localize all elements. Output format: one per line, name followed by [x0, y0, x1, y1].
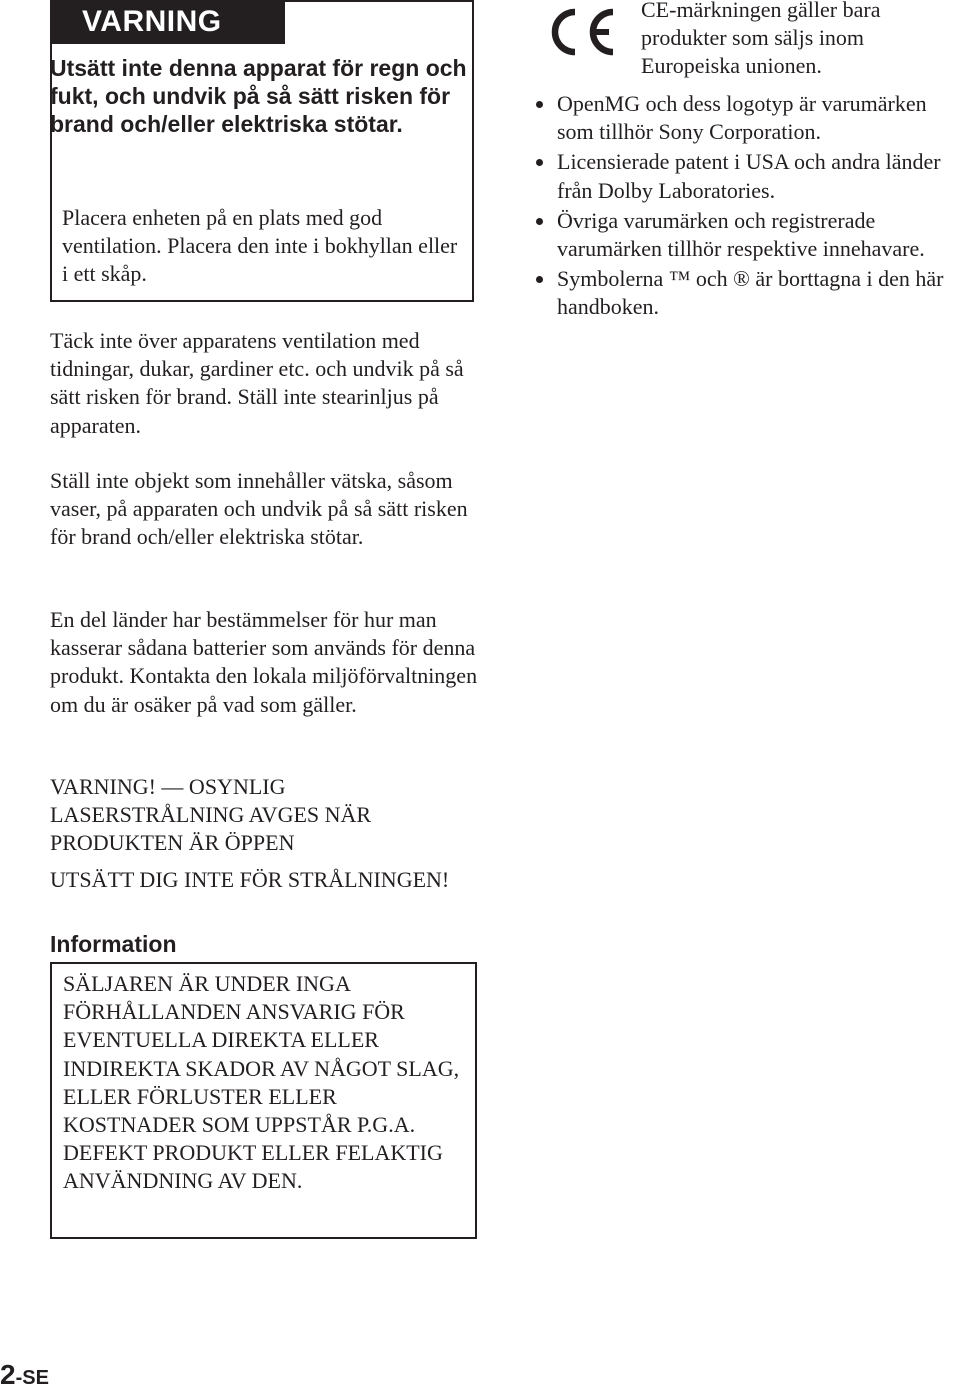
ce-text: CE-märkningen gäller bara produkter som säljs inom Europeiska unionen.	[641, 0, 881, 79]
ce-mark-icon	[545, 4, 617, 60]
bullet-icon	[536, 218, 543, 225]
information-box-text: SÄLJAREN ÄR UNDER INGA FÖRHÅLLANDEN ANSVARIG FÖR EVENTUELLA DIREKTA ELLER INDIREKTA SKADOR AV NÅGOT SLAG, ELLER FÖRLUSTER ELLER KOSTNADER SOM UPPSTÅR P.G.A. DEFEKT PRODUKT ELLER FELAKTIG ANVÄNDNING AV DEN.	[63, 971, 460, 1194]
list-item-text: Licensierade patent i USA och andra länder från Dolby Laboratories.	[557, 149, 941, 203]
bullet-icon	[536, 101, 543, 108]
page-number	[0, 1358, 49, 1395]
information-heading: Information	[50, 931, 177, 957]
list-item	[536, 90, 960, 146]
list-item-text: Symbolerna ™ och ® är borttagna i den här handboken.	[557, 266, 944, 320]
list-item-text: Övriga varumärken och registrerade varumärken tillhör respektive innehavare.	[557, 207, 925, 262]
list-item	[536, 207, 960, 263]
page-number-value: 2	[0, 1359, 16, 1390]
laser-warning-paragraph: VARNING! — OSYNLIG LASERSTRÅLNING AVGES NÄR PRODUKTEN ÄR ÖPPEN	[50, 774, 372, 856]
warning-header: VARNING	[50, 0, 285, 44]
trademark-list	[536, 90, 960, 324]
liquid-paragraph: Ställ inte objekt som innehåller vätska, såsom vaser, på apparaten och undvik på så sätt risken för brand och/eller elektriska stötar.	[50, 468, 468, 550]
list-item	[536, 148, 960, 204]
page-number-suffix: -SE	[15, 1367, 49, 1389]
bullet-icon	[536, 276, 543, 283]
list-item	[536, 265, 960, 321]
radiation-paragraph: UTSÄTT DIG INTE FÖR STRÅLNINGEN!	[50, 867, 450, 892]
bullet-icon	[536, 159, 543, 166]
ventilation-paragraph: Täck inte över apparatens ventilation med tidningar, dukar, gardiner etc. och undvik på så sätt risken för brand. Ställ inte stearinljus på apparaten.	[50, 328, 464, 438]
list-item-text: OpenMG och dess logotyp är varumärken som tillhör Sony Corporation.	[557, 91, 927, 145]
battery-paragraph: En del länder har bestämmelser för hur man kasserar sådana batterier som används för denna produkt. Kontakta den lokala miljöförvaltningen om du är osäker på vad som gäller.	[50, 607, 478, 717]
warning-box-text: Placera enheten på en plats med god ventilation. Placera den inte i bokhyllan eller i ett skåp.	[62, 205, 458, 287]
warning-bold-text: Utsätt inte denna apparat för regn och fukt, och undvik på så sätt risken för brand och/eller elektriska stötar.	[50, 55, 467, 137]
